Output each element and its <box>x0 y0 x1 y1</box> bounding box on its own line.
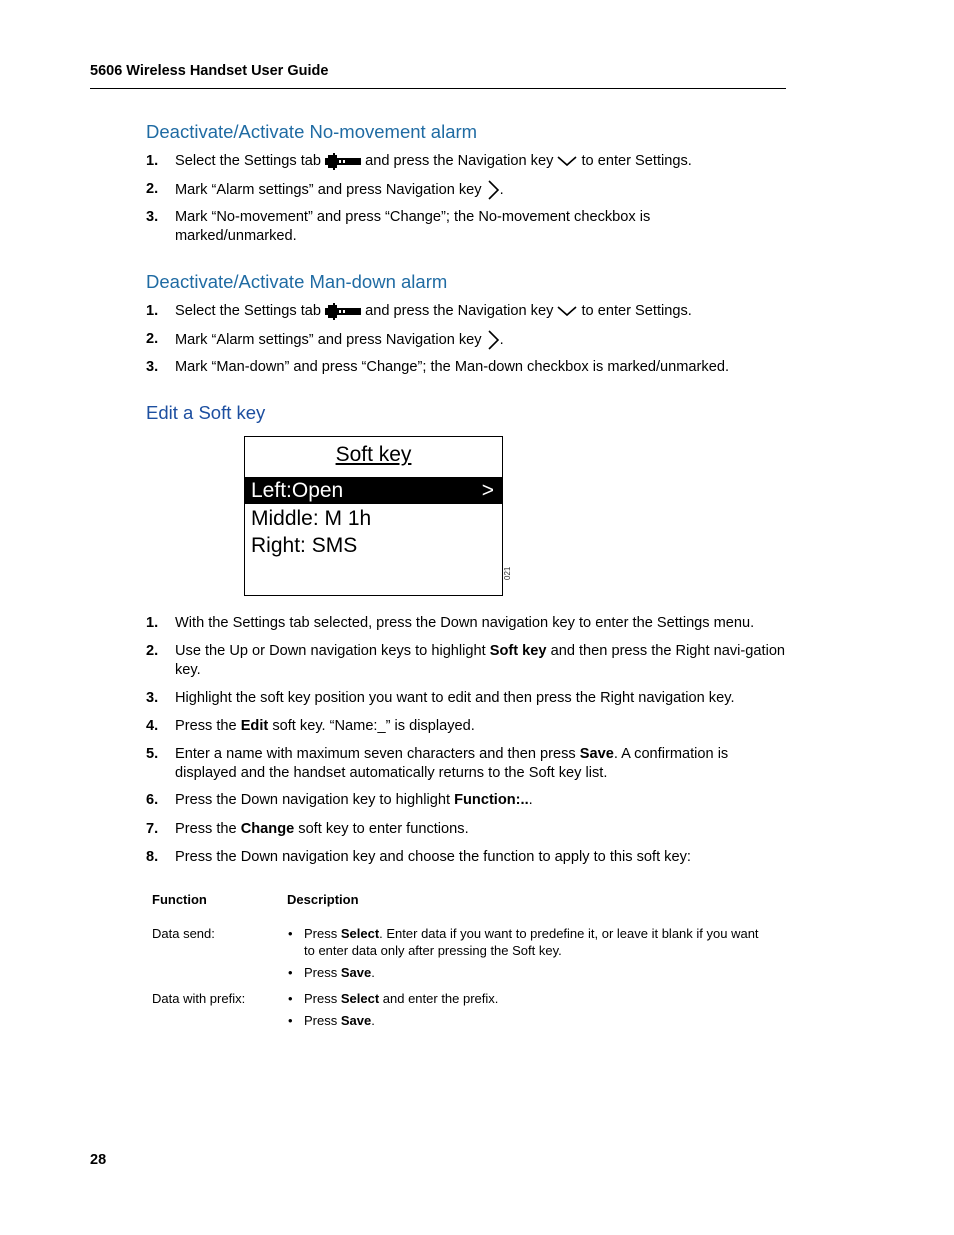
bullet-text: . <box>371 965 375 980</box>
step-bold-term: Edit <box>240 718 269 734</box>
step-number: 3. <box>146 209 159 225</box>
bullet-text: . <box>371 1013 375 1028</box>
list-item <box>288 1012 768 1029</box>
step-text: and press the Navigation key <box>365 303 554 319</box>
step-text: . <box>499 181 504 198</box>
chevron-down-icon <box>557 155 577 167</box>
step-text: and press the Navigation key <box>365 153 554 169</box>
bullet-bold-term: Save <box>340 965 372 980</box>
step-item <box>146 358 791 377</box>
step-bold-term: Soft key <box>489 643 547 659</box>
step-number: 1. <box>146 153 159 169</box>
step-text: to enter Settings. <box>581 153 692 169</box>
screen-row <box>245 532 502 559</box>
bullet-text: Press <box>304 991 341 1006</box>
step-number: 2. <box>146 331 159 347</box>
bullet-bold-term: Select <box>340 991 380 1006</box>
handset-screen-illustration <box>244 436 503 596</box>
screen-title: Soft key <box>335 443 412 466</box>
bullet-text: . Enter data if you want to predefine it, or leave it blank if you want to enter data only after pressing the Soft key. <box>304 926 759 958</box>
table-header-function: Function <box>152 892 207 907</box>
step-text: and then press the Right navi-gation key. <box>175 643 786 678</box>
step-item <box>146 717 791 736</box>
wrench-icon <box>325 303 361 320</box>
list-item <box>288 925 768 959</box>
step-item <box>146 689 791 708</box>
step-bold-term: Function:.. <box>454 792 529 808</box>
step-text: Mark “Alarm settings” and press Navigation key <box>175 181 482 198</box>
bullet-text: Press <box>304 1013 341 1028</box>
step-bold-term: Save <box>579 746 614 762</box>
screen-row <box>245 505 502 532</box>
step-text: Press the Down navigation key to highlight <box>175 792 455 808</box>
screen-row-selected <box>245 477 502 504</box>
table-header-description: Description <box>287 892 359 907</box>
bullet-bold-term: Select <box>340 926 380 941</box>
step-bold-term: Change <box>240 821 295 837</box>
section-heading-no-movement: Deactivate/Activate No-movement alarm <box>146 121 478 142</box>
step-number: 6. <box>146 792 159 808</box>
step-text: . <box>499 331 504 348</box>
step-text: Select the Settings tab <box>175 303 322 319</box>
step-number: 3. <box>146 359 159 375</box>
wrench-icon <box>325 153 361 170</box>
step-item <box>146 791 791 810</box>
step-text: Press the <box>175 821 241 837</box>
chevron-right-icon <box>486 330 500 350</box>
step-text: Mark “Man-down” and press “Change”; the Man-down checkbox is marked/unmarked. <box>175 359 729 375</box>
step-number: 2. <box>146 181 159 197</box>
step-text: . A confirmation is displayed and the handset automatically returns to the Soft key list. <box>175 746 729 781</box>
step-item <box>146 745 776 782</box>
bullet-text: and enter the prefix. <box>379 991 499 1006</box>
step-text: Select the Settings tab <box>175 153 322 169</box>
table-cell-function: Data with prefix: <box>152 991 246 1006</box>
table-cell-function: Data send: <box>152 926 215 941</box>
step-text: . <box>528 792 533 808</box>
step-number: 2. <box>146 643 159 659</box>
step-item <box>146 848 791 867</box>
step-item <box>146 820 791 839</box>
bullet-marker: • <box>288 926 293 941</box>
chevron-down-icon <box>557 305 577 317</box>
step-item <box>146 208 706 245</box>
bullet-marker: • <box>288 991 293 1006</box>
step-number: 1. <box>146 303 159 319</box>
step-text: Press the <box>175 718 241 734</box>
chevron-right-icon <box>486 180 500 200</box>
header-rule <box>90 88 786 89</box>
step-text: soft key. “Name:_” is displayed. <box>268 718 475 734</box>
step-text: With the Settings tab selected, press the Down navigation key to enter the Settings menu. <box>175 615 755 631</box>
page-number: 28 <box>90 1152 107 1168</box>
step-text: to enter Settings. <box>581 303 692 319</box>
bullet-marker: • <box>288 1013 293 1028</box>
step-item <box>146 614 791 633</box>
step-text: Use the Up or Down navigation keys to highlight <box>175 643 490 659</box>
step-item <box>146 180 791 200</box>
figure-code: 021 <box>503 566 512 580</box>
step-item <box>146 642 786 679</box>
step-item <box>146 152 791 171</box>
bullet-marker: • <box>288 965 293 980</box>
step-item <box>146 302 791 321</box>
bullet-text: Press <box>304 965 341 980</box>
screen-row-label: Middle: M 1h <box>251 507 372 530</box>
step-number: 7. <box>146 821 159 837</box>
screen-row-arrow: > <box>481 479 494 502</box>
step-text: soft key to enter functions. <box>294 821 469 837</box>
section-heading-man-down: Deactivate/Activate Man-down alarm <box>146 271 448 292</box>
screen-row-label: Left:Open <box>251 479 344 502</box>
step-text: Highlight the soft key position you want to edit and then press the Right navigation key. <box>175 690 735 706</box>
step-number: 5. <box>146 746 159 762</box>
step-text: Press the Down navigation key and choose the function to apply to this soft key: <box>175 849 691 865</box>
running-header: 5606 Wireless Handset User Guide <box>90 63 329 79</box>
list-item <box>288 964 768 981</box>
step-number: 3. <box>146 690 159 706</box>
step-text: Mark “Alarm settings” and press Navigation key <box>175 331 482 348</box>
step-number: 4. <box>146 718 159 734</box>
step-text: Mark “No-movement” and press “Change”; the No-movement checkbox is marked/unmarked. <box>175 209 651 244</box>
step-number: 8. <box>146 849 159 865</box>
bullet-text: Press <box>304 926 341 941</box>
section-heading-edit-soft-key: Edit a Soft key <box>146 402 266 423</box>
step-number: 1. <box>146 615 159 631</box>
list-item <box>288 990 768 1007</box>
step-text: Enter a name with maximum seven characters and then press <box>175 746 580 762</box>
step-item <box>146 330 791 350</box>
bullet-bold-term: Save <box>340 1013 372 1028</box>
screen-row-label: Right: SMS <box>251 534 358 557</box>
